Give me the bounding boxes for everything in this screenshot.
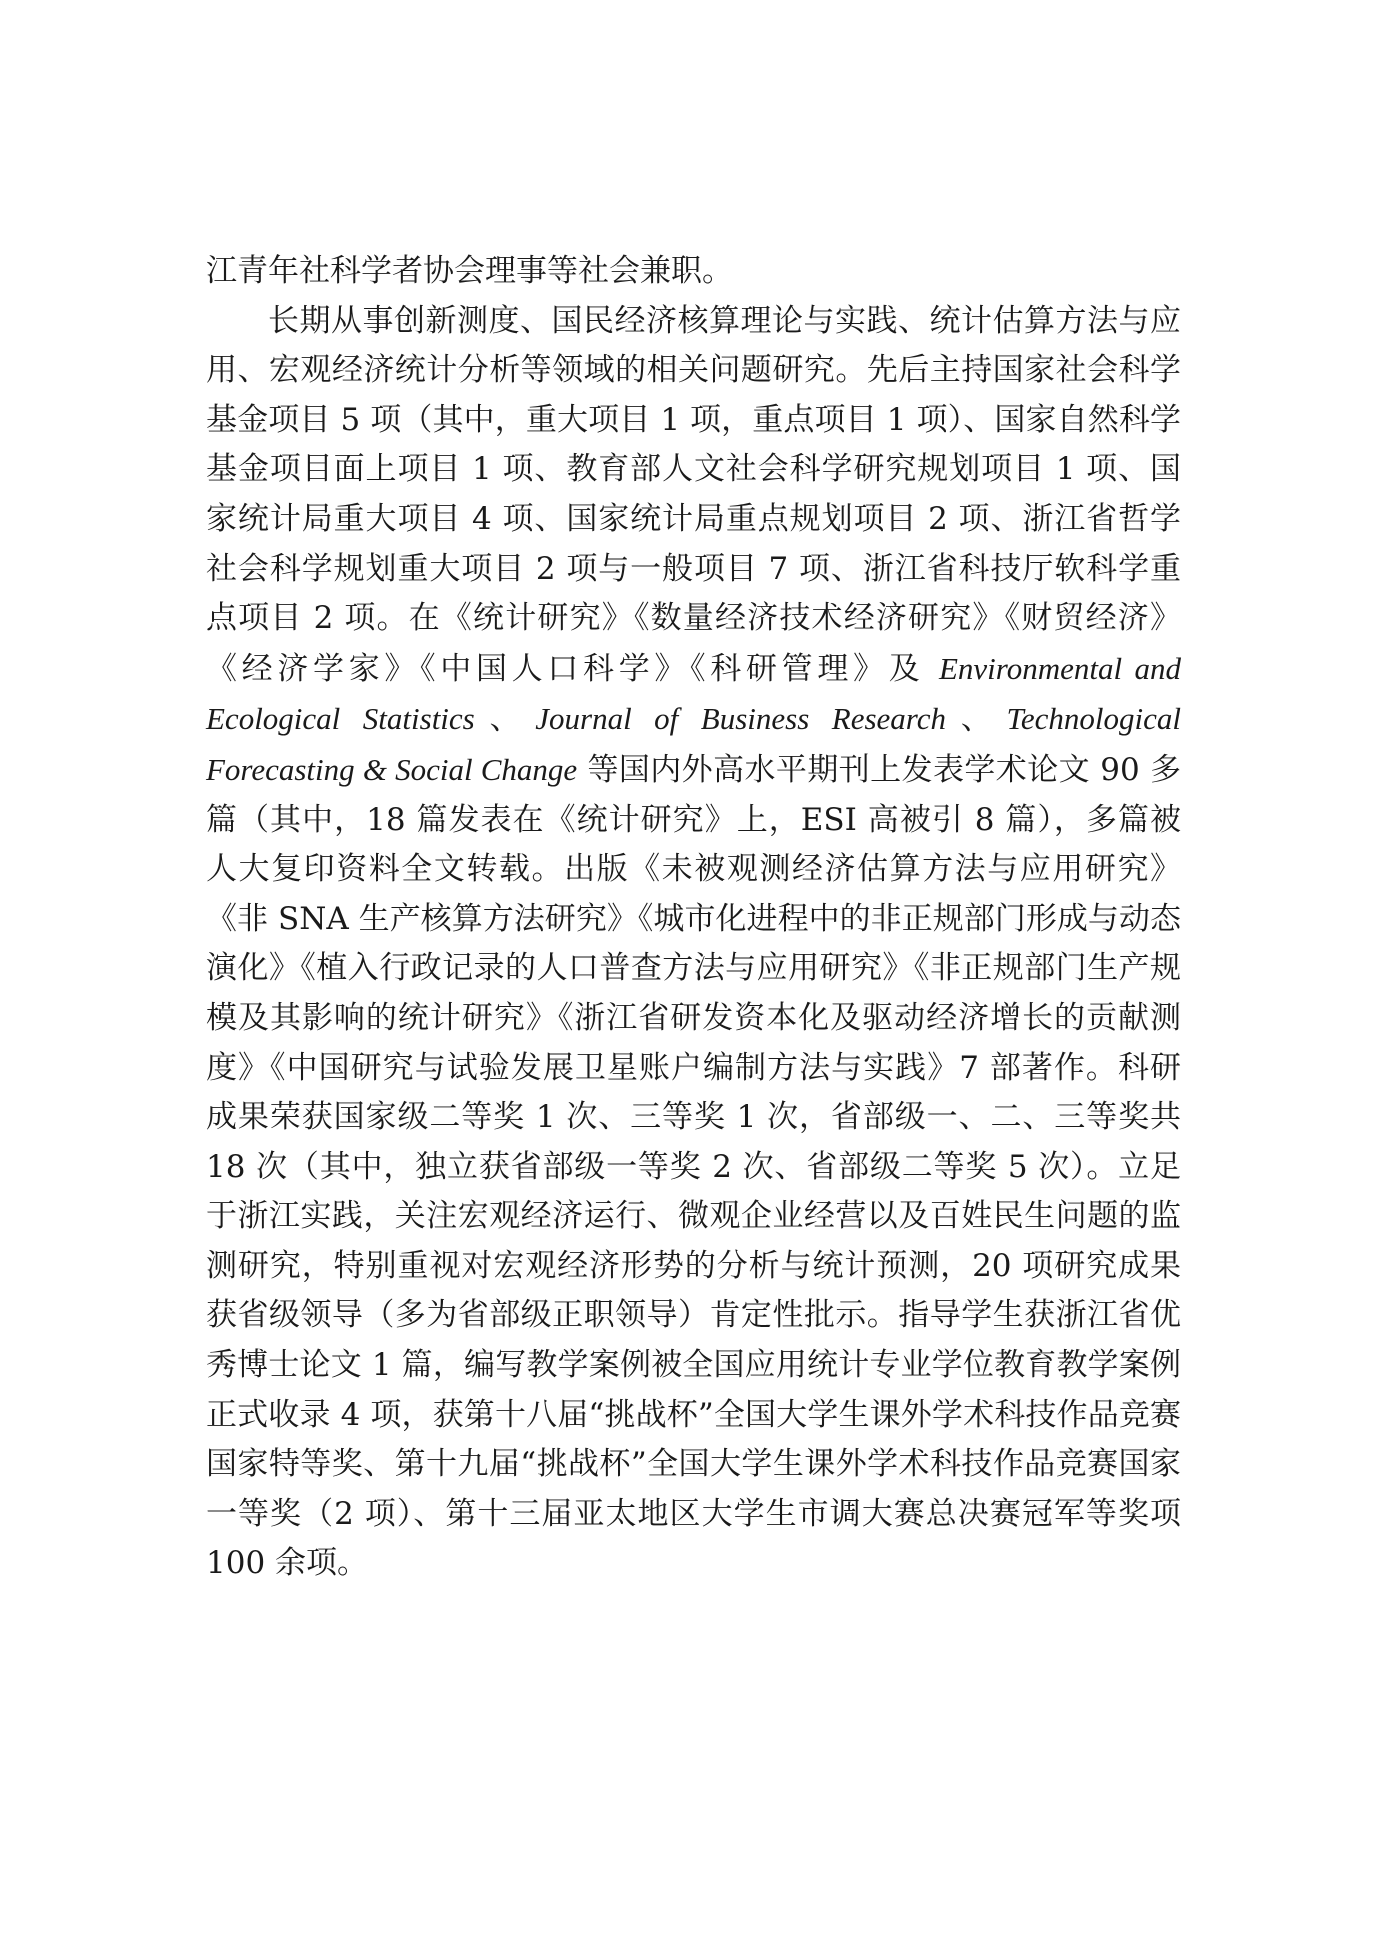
paragraph-research-profile: [206, 297, 1181, 1589]
body-text: [206, 247, 1181, 1589]
text-segment: 、: [474, 701, 536, 738]
text-segment: 长期从事创新测度、国民经济核算理论与实践、统计估算方法与应用、宏观经济统计分析等领域的相关问题研究。先后主持国家社会科学基金项目 5 项（其中，重大项目 1 项，重点项目 1 项）、国家自然科学基金项目面上项目 1 项、教育部人文社会科学研究规划项目 1 项、国家统计局重大项目 4 项、国家统计局重点规划项目 2 项、浙江省哲学社会科学规划重大项目 2 项与一般项目 7 项、浙江省科技厅软科学重点项目 2 项。在《统计研究》《数量经济技术经济研究》《财贸经济》《经济学家》《中国人口科学》《科研管理》及: [206, 302, 1181, 687]
paragraph-continued: [206, 247, 1181, 297]
journal-title-italic: Technological Forecasting & Social Change: [206, 701, 1181, 787]
journal-title-italic: Journal of Business Research: [535, 701, 946, 737]
journal-title-italic: Environmental and Ecological Statistics: [206, 650, 1181, 737]
text-segment: 、: [945, 701, 1007, 738]
text-segment: 等国内外高水平期刊上发表学术论文 90 多篇（其中，18 篇发表在《统计研究》上，ESI 高被引 8 篇），多篇被人大复印资料全文转载。出版《未被观测经济估算方法与应用研究》《非 SNA 生产核算方法研究》《城市化进程中的非正规部门形成与动态演化》《植入行政记录的人口普查方法与应用研究》《非正规部门生产规模及其影响的统计研究》《浙江省研发资本化及驱动经济增长的贡献测度》《中国研究与试验发展卫星账户编制方法与实践》7 部著作。科研成果荣获国家级二等奖 1 次、三等奖 1 次，省部级一、二、三等奖共 18 次（其中，独立获省部级一等奖 2 次、省部级二等奖 5 次）。立足于浙江实践，关注宏观经济运行、微观企业经营以及百姓民生问题的监测研究，特别重视对宏观经济形势的分析与统计预测，20 项研究成果获省级领导（多为省部级正职领导）肯定性批示。指导学生获浙江省优秀博士论文 1 篇，编写教学案例被全国应用统计专业学位教育教学案例正式收录 4 项，获第十八届“挑战杯”全国大学生课外学术科技作品竞赛国家特等奖、第十九届“挑战杯”全国大学生课外学术科技作品竞赛国家一等奖（2 项）、第十三届亚太地区大学生市调大赛总决赛冠军等奖项 100 余项。: [206, 751, 1181, 1582]
text-segment: 江青年社科学者协会理事等社会兼职。: [206, 253, 733, 289]
